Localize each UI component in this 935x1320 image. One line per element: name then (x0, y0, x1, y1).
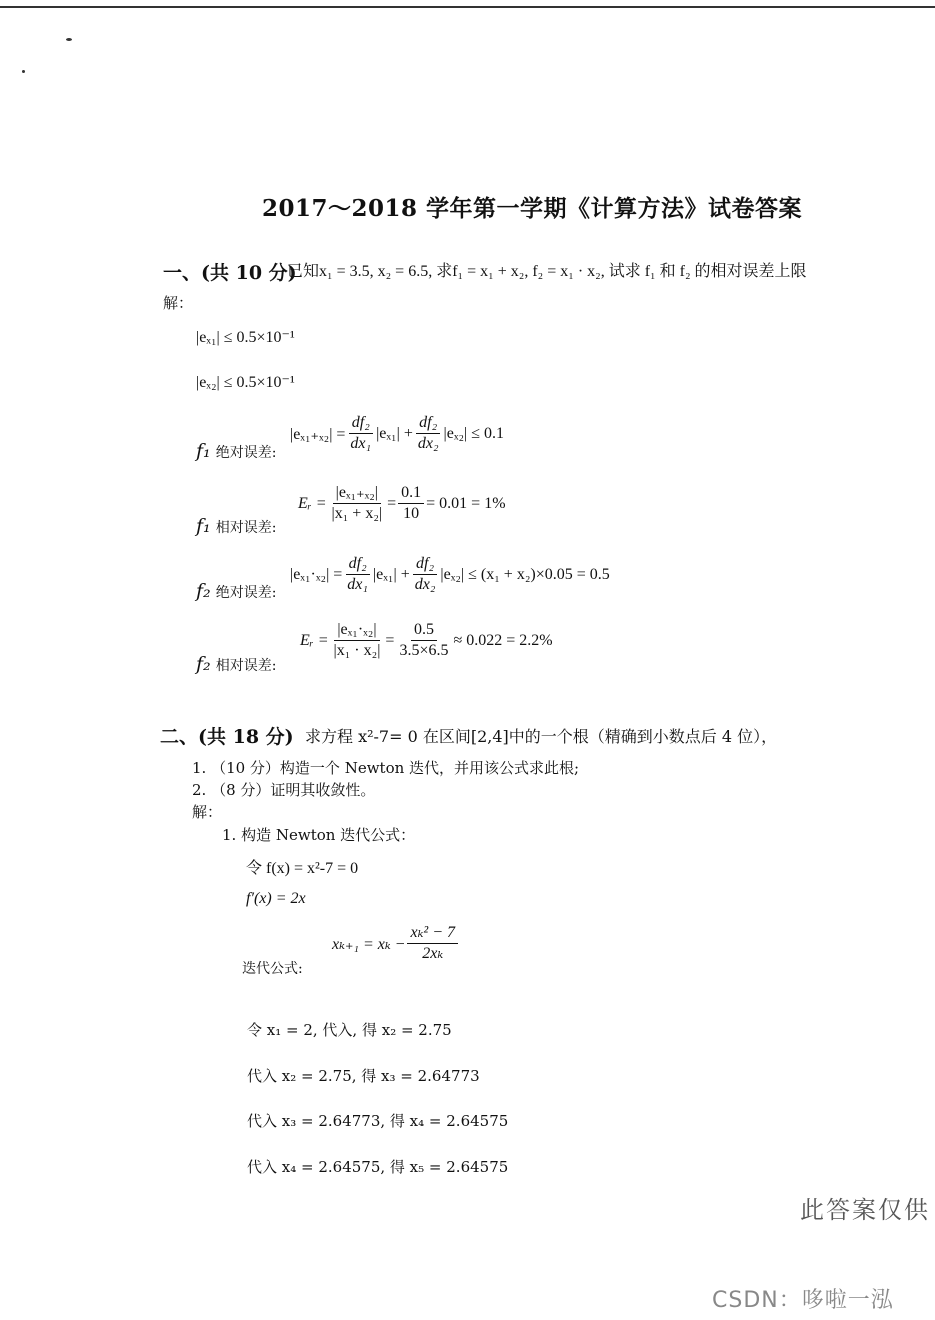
page-top-edge (0, 6, 935, 8)
fraction (396, 621, 451, 660)
formula-tail: ≈ 0.022 = 2.2% (453, 631, 553, 649)
iteration-step: 代入 x₄ = 2.64575, 得 x₅ = 2.64575 (247, 1158, 509, 1176)
f1-rel-formula (298, 484, 506, 523)
f2-rel-row-label (196, 653, 276, 675)
fraction-denominator: 10 (403, 505, 420, 522)
fraction-numerator: df₂ (346, 555, 370, 575)
fraction-numerator: df₂ (349, 414, 373, 434)
f2-rel-formula (300, 621, 553, 660)
formula-middle: |eₓ₁| + (372, 565, 410, 583)
fraction-denominator: dx₂ (417, 435, 439, 452)
q2-iter-label: 迭代公式: (242, 961, 303, 977)
iteration-step: 代入 x₂ = 2.75, 得 x₃ = 2.64773 (247, 1067, 480, 1085)
fraction (415, 414, 442, 453)
q2-sub1: 1. （10 分）构造一个 Newton 迭代，并用该公式求此根; (192, 759, 580, 777)
formula-lhs: |eₓ₁·ₓ₂| = (290, 565, 343, 583)
f1-abs-formula (290, 414, 504, 453)
formula-equals: = (385, 631, 395, 649)
fraction (329, 484, 386, 523)
iteration-step: 代入 x₃ = 2.64773, 得 x₄ = 2.64575 (247, 1112, 509, 1130)
fraction (331, 621, 384, 660)
scan-speck (66, 38, 72, 41)
formula-lhs: xₖ₊₁ = xₖ − (332, 935, 406, 953)
exam-title: 2017～2018 学年第一学期《计算方法》试卷答案 (262, 195, 803, 222)
row-label: 相对误差: (215, 658, 277, 674)
q2-sub2: 2. （8 分）证明其收敛性。 (192, 781, 376, 799)
fraction-denominator: 3.5×6.5 (399, 642, 449, 659)
formula-tail: |eₓ₂| ≤ 0.1 (443, 424, 505, 442)
function-name: f₂ (196, 653, 211, 675)
fraction-numerator: 0.5 (411, 621, 437, 641)
f1-abs-row-label (196, 440, 276, 462)
fraction (344, 555, 371, 594)
formula-lhs: Eᵣ = (298, 494, 327, 512)
row-label: 绝对误差: (215, 585, 277, 601)
fraction-numerator: |eₓ₁·ₓ₂| (334, 621, 379, 641)
csdn-watermark: CSDN：哆啦一泓 (712, 1288, 894, 1313)
q1-bound-x1: |eₓ₁| ≤ 0.5×10⁻¹ (196, 329, 295, 346)
q2-solve-label: 解： (192, 803, 223, 821)
fraction-denominator: dx₁ (347, 576, 368, 593)
function-name: f₂ (196, 580, 211, 602)
f1-rel-row-label (196, 515, 276, 537)
q1-solve-label: 解： (163, 294, 194, 312)
q2-derivative: f′(x) = 2x (246, 890, 306, 907)
f2-abs-formula (290, 555, 610, 594)
q2-function-def: 令 f(x) = x²-7 = 0 (246, 860, 359, 877)
fraction-denominator: 2xₖ (422, 945, 444, 962)
fraction-denominator: dx₂ (414, 576, 436, 593)
row-label: 绝对误差: (215, 445, 277, 461)
fraction-denominator: |x₁ · x₂| (333, 642, 381, 659)
q1-prompt: 已知x₁ = 3.5, x₂ = 6.5, 求f₁ = x₁ + x₂, f₂ = x₁ · x₂, 试求 f₁ 和 f₂ 的相对误差上限 (287, 263, 807, 280)
fraction-denominator: dx₁ (350, 435, 372, 452)
fraction-denominator: |x₁ + x₂| (331, 505, 383, 522)
row-label: 相对误差: (215, 520, 277, 536)
newton-formula (332, 924, 460, 963)
side-watermark: 此答案仅供 (800, 1196, 930, 1224)
scan-speck (22, 70, 25, 73)
fraction-numerator: df₂ (413, 555, 437, 575)
formula-tail: = 0.01 = 1% (426, 494, 506, 512)
function-name: f₁ (196, 440, 211, 462)
fraction-numerator: df₂ (416, 414, 440, 434)
q1-heading: 一、(共 10 分) (163, 262, 297, 284)
fraction (398, 484, 424, 523)
q1-bound-x2: |eₓ₂| ≤ 0.5×10⁻¹ (196, 374, 295, 391)
formula-lhs: Eᵣ = (300, 631, 329, 649)
fraction (407, 924, 458, 963)
formula-lhs: |eₓ₁₊ₓ₂| = (290, 425, 346, 443)
fraction (412, 555, 439, 594)
function-name: f₁ (196, 515, 211, 537)
formula-tail: |eₓ₂| ≤ (x₁ + x₂)×0.05 = 0.5 (440, 565, 610, 583)
q2-prompt: 求方程 x²-7= 0 在区间[2,4]中的一个根（精确到小数点后 4 位）， (305, 727, 778, 746)
fraction-numerator: |eₓ₁₊ₓ₂| (333, 484, 381, 504)
q2-step1: 1. 构造 Newton 迭代公式： (222, 826, 416, 844)
fraction-numerator: 0.1 (398, 484, 424, 504)
q2-heading: 二、(共 18 分) (160, 726, 294, 748)
fraction (347, 414, 374, 453)
iteration-step: 令 x₁ = 2, 代入, 得 x₂ = 2.75 (247, 1021, 452, 1039)
formula-middle: |eₓ₁| + (376, 424, 413, 442)
fraction-numerator: xₖ² − 7 (407, 924, 458, 944)
f2-abs-row-label (196, 580, 276, 602)
formula-equals: = (387, 494, 397, 512)
